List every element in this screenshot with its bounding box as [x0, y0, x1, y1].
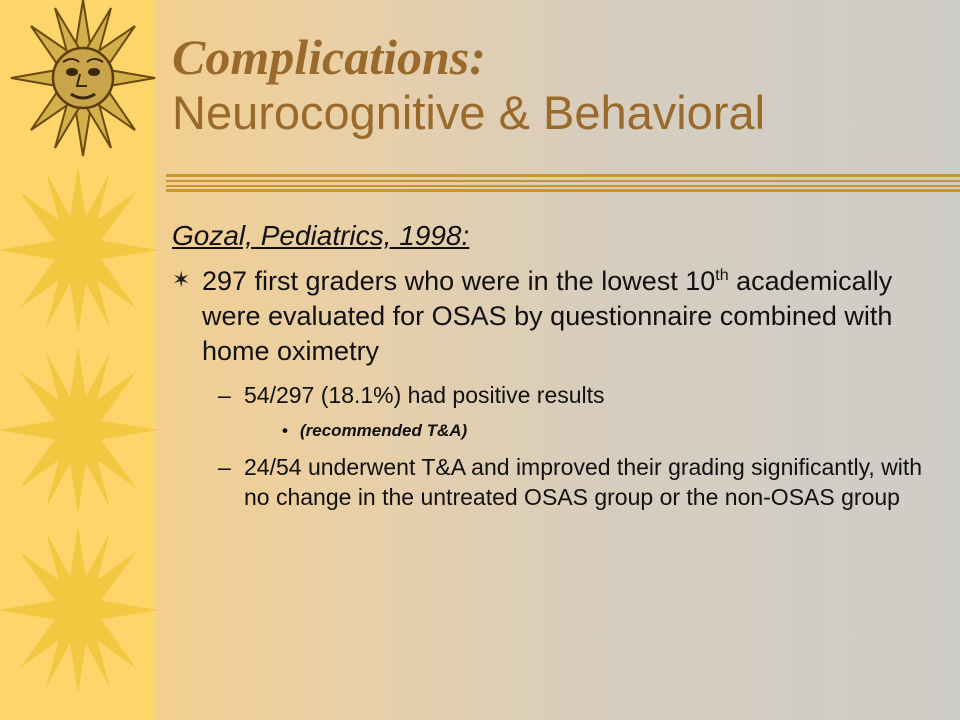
bullet-text-continued: academically were evaluated for OSAS by questionnaire combined with home oximetry — [202, 266, 893, 367]
title-line-1 — [172, 30, 942, 84]
decorative-sidebar — [0, 0, 156, 720]
dash-marker: – — [218, 454, 231, 481]
slide-body — [172, 220, 942, 513]
title-italic: Complications — [172, 29, 470, 85]
sub-bullet-text: 24/54 underwent T&A and improved their grading significantly, with no change in the untreated OSAS group or the non-OSAS group — [244, 454, 923, 511]
bullet-superscript: th — [715, 267, 729, 284]
title-divider — [166, 172, 960, 194]
dot-marker: • — [282, 421, 288, 441]
slide-title — [172, 30, 942, 139]
star-bullet-icon: ✶ — [172, 267, 191, 292]
sub-sub-bullet-text: (recommended T&A) — [300, 421, 468, 441]
sun-icon — [0, 525, 156, 695]
sub-bullet-text: 54/297 (18.1%) had positive results — [244, 382, 605, 409]
bullet-item — [172, 264, 942, 369]
title-line-2: Neurocognitive & Behavioral — [172, 86, 766, 139]
title-colon: : — [469, 29, 486, 85]
citation-heading: Gozal, Pediatrics, 1998: — [172, 220, 470, 251]
sub-bullet-item — [172, 453, 942, 513]
sun-icon — [0, 345, 156, 515]
sun-face-icon — [8, 0, 158, 160]
bullet-text: 297 first graders who were in the lowest 10 — [202, 266, 716, 296]
dash-marker: – — [218, 382, 231, 409]
sub-bullet-item — [172, 381, 942, 411]
sun-icon — [0, 165, 156, 335]
sub-sub-bullet-item — [172, 421, 942, 441]
